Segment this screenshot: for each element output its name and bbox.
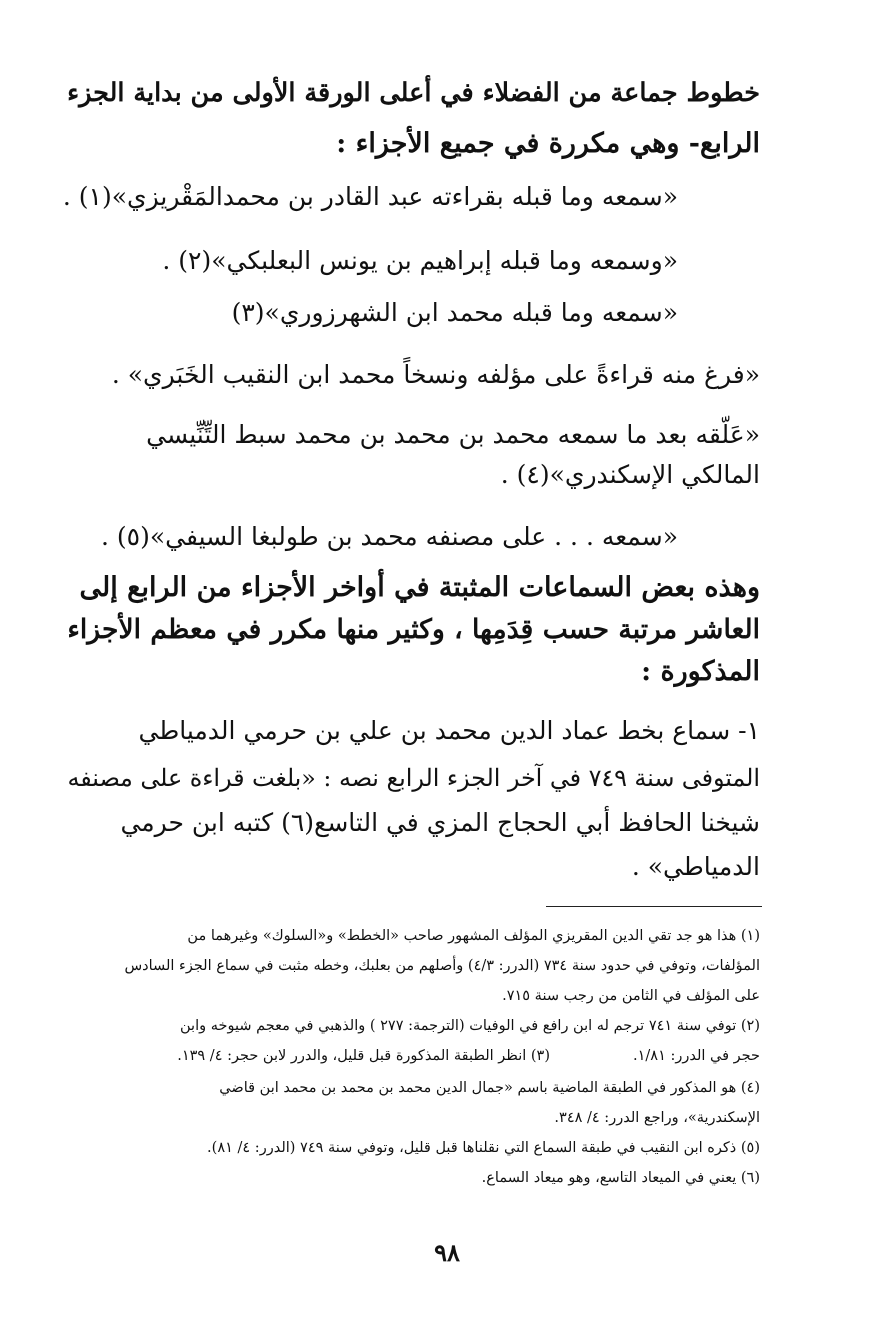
intro-line-1: خطوط جماعة من الفضلاء في أعلى الورقة الأولى من بداية الجزء bbox=[67, 78, 760, 108]
quote-6: «سمعه . . . على مصنفه محمد بن طولبغا السيفي»(٥) . bbox=[101, 522, 678, 551]
item-1-line-2: المتوفى سنة ٧٤٩ في آخر الجزء الرابع نصه : «بلغت قراءة على مصنفه bbox=[67, 764, 760, 792]
quote-5-line-1: «عَلّقه بعد ما سمعه محمد بن محمد بن محمد سبط التِّنِّيسي bbox=[146, 420, 760, 449]
section-line-3: المذكورة : bbox=[641, 656, 760, 687]
page-number: ٩٨ bbox=[434, 1238, 460, 1267]
intro-line-2: الرابع- وهي مكررة في جميع الأجزاء : bbox=[336, 128, 760, 159]
footnote-3: (٣) انظر الطبقة المذكورة قبل قليل، والدرر لابن حجر: ٤/ ١٣٩. bbox=[177, 1048, 550, 1064]
quote-5-line-2: المالكي الإسكندري»(٤) . bbox=[500, 460, 760, 489]
item-1-line-1: ١- سماع بخط عماد الدين محمد بن علي بن حرمي الدمياطي bbox=[138, 716, 760, 745]
quote-3: «سمعه وما قبله محمد ابن الشهرزوري»(٣) bbox=[231, 298, 678, 327]
footnote-2-line-2: حجر في الدرر: ١/٨١. bbox=[633, 1048, 760, 1064]
footnote-2-line-1: (٢) توفي سنة ٧٤١ ترجم له ابن رافع في الوفيات (الترجمة: ٢٧٧ ) والذهبي في معجم شيوخه وابن bbox=[180, 1018, 760, 1034]
footnote-1-line-2: المؤلفات، وتوفي في حدود سنة ٧٣٤ (الدرر: ٤/٣) وأصلهم من بعلبك، وخطه مثبت في سماع الجزء السادس bbox=[124, 958, 760, 974]
section-line-1: وهذه بعض السماعات المثبتة في أواخر الأجزاء من الرابع إلى bbox=[79, 572, 760, 603]
quote-1: «سمعه وما قبله بقراءته عبد القادر بن محمدالمَقْريزي»(١) . bbox=[62, 182, 678, 211]
section-line-2: العاشر مرتبة حسب قِدَمِها ، وكثير منها مكرر في معظم الأجزاء bbox=[67, 614, 760, 645]
item-1-line-4: الدمياطي» . bbox=[631, 852, 760, 881]
footnote-separator bbox=[546, 906, 762, 907]
footnote-5: (٥) ذكره ابن النقيب في طبقة السماع التي نقلناها قبل قليل، وتوفي سنة ٧٤٩ (الدرر: ٤/ ٨١). bbox=[207, 1140, 760, 1156]
footnote-4-line-1: (٤) هو المذكور في الطبقة الماضية باسم «جمال الدين محمد بن محمد بن محمد ابن قاضي bbox=[219, 1080, 760, 1096]
footnote-1-line-1: (١) هذا هو جد تقي الدين المقريزي المؤلف المشهور صاحب «الخطط» و«السلوك» وغيرهما من bbox=[187, 928, 760, 944]
footnote-1-line-3: على المؤلف في الثامن من رجب سنة ٧١٥. bbox=[502, 988, 760, 1004]
quote-4: «فرغ منه قراءةً على مؤلفه ونسخاً محمد ابن النقيب الخَبَري» . bbox=[111, 360, 760, 389]
quote-2: «وسمعه وما قبله إبراهيم بن يونس البعلبكي»(٢) . bbox=[162, 246, 678, 275]
item-1-line-3: شيخنا الحافظ أبي الحجاج المزي في التاسع(٦) كتبه ابن حرمي bbox=[120, 808, 760, 837]
footnote-4-line-2: الإسكندرية»، وراجع الدرر: ٤/ ٣٤٨. bbox=[554, 1110, 760, 1126]
footnote-6: (٦) يعني في الميعاد التاسع، وهو ميعاد السماع. bbox=[481, 1170, 760, 1186]
